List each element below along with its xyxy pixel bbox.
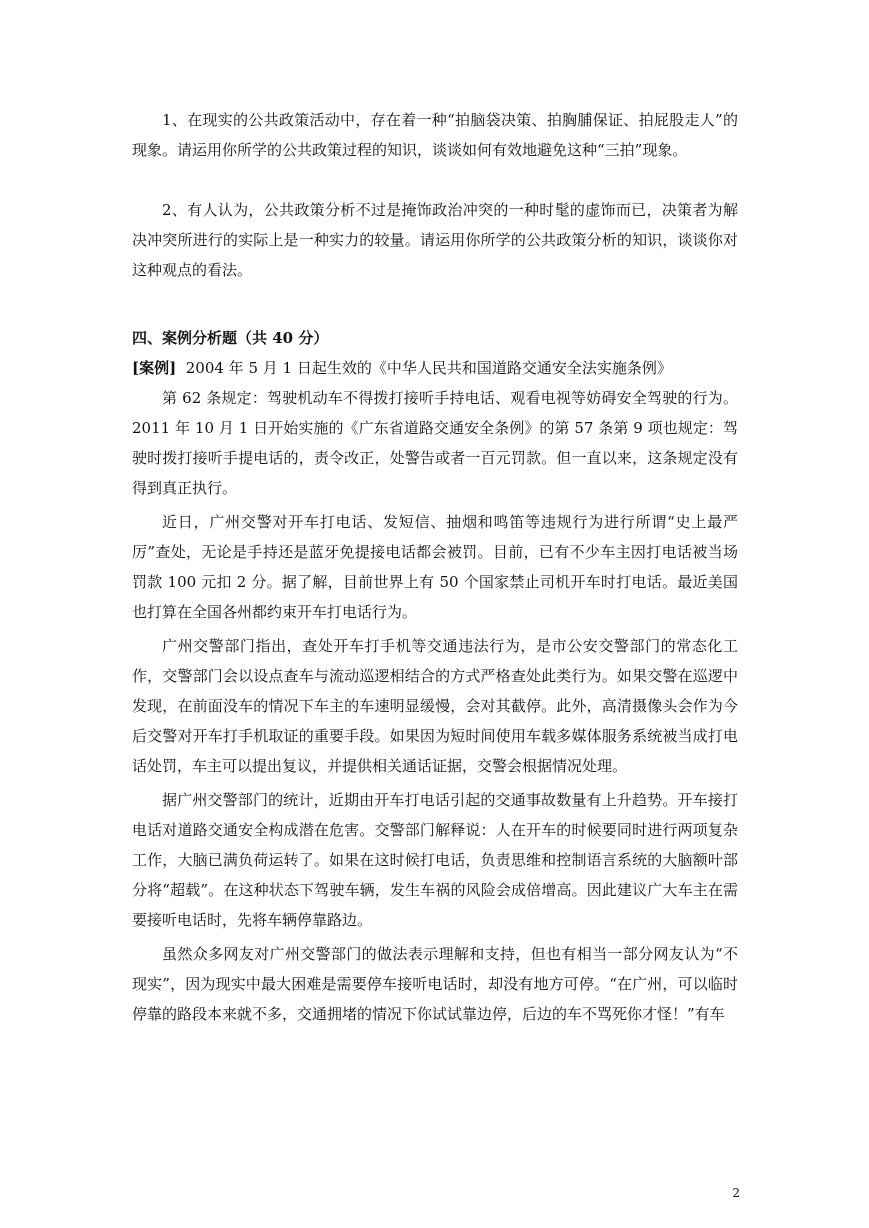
page-content: [132, 105, 738, 1029]
case-paragraph-5: 虽然众多网友对广州交警部门的做法表示理解和支持，但也有相当一部分网友认为“不现实”，因为现实中最大困难是需要停车接听电话时，却没有地方可停。“在广州，可以临时停靠的路段本来就不多，交通拥堵的情况下你试试靠边停，后边的车不骂死你才怪！”有车: [132, 945, 738, 1023]
case-paragraph-4: 据广州交警部门的统计，近期由开车打电话引起的交通事故数量有上升趋势。开车接打电话对道路交通安全构成潜在危害。交警部门解释说：人在开车的时候要同时进行两项复杂工作，大脑已满负荷运转了。如果在这时候打电话，负责思维和控制语言系统的大脑额叶部分将“超载”。在这种状态下驾驶车辆，发生车祸的风险会成倍增高。因此建议广大车主在需要接听电话时，先将车辆停靠路边。: [132, 791, 738, 929]
spacer: [132, 165, 738, 195]
spacer: [132, 315, 738, 323]
question-2: 2、有人认为，公共政策分析不过是掩饰政治冲突的一种时髦的虚饰而已，决策者为解决冲突所进行的实际上是一种实力的较量。请运用你所学的公共政策分析的知识，谈谈你对这种观点的看法。: [132, 201, 738, 279]
case-paragraph-2: 近日，广州交警对开车打电话、发短信、抽烟和鸣笛等违规行为进行所谓“史上最严厉”查处，无论是手持还是蓝牙免提接电话都会被罚。目前，已有不少车主因打电话被当场罚款 100 元扣 2 分。据了解，目前世界上有 50 个国家禁止司机开车时打电话。最近美国也打算在全国各州都约束开车打电话行为。: [132, 513, 738, 621]
question-1: 1、在现实的公共政策活动中，存在着一种“拍脑袋决策、拍胸脯保证、拍屁股走人”的现象。请运用你所学的公共政策过程的知识，谈谈如何有效地避免这种“三拍”现象。: [132, 111, 738, 159]
case-label: [案例]: [132, 359, 177, 377]
section-heading: 四、案例分析题（共 40 分）: [132, 329, 329, 347]
case-intro-line: [132, 353, 738, 383]
case-intro: 2004 年 5 月 1 日起生效的《中华人民共和国道路交通安全法实施条例》: [176, 359, 672, 377]
spacer: [132, 285, 738, 315]
case-paragraph-3: 广州交警部门指出，查处开车打手机等交通违法行为，是市公安交警部门的常态化工作，交警部门会以设点查车与流动巡逻相结合的方式严格查处此类行为。如果交警在巡逻中发现，在前面没车的情况下车主的车速明显缓慢，会对其截停。此外，高清摄像头会作为今后交警对开车打手机取证的重要手段。如果因为短时间使用车载多媒体服务系统被当成打电话处罚，车主可以提出复议，并提供相关通话证据，交警会根据情况处理。: [132, 637, 738, 775]
page-number: 2: [732, 1186, 740, 1200]
case-paragraph-1: 第 62 条规定：驾驶机动车不得拨打接听手持电话、观看电视等妨碍安全驾驶的行为。2011 年 10 月 1 日开始实施的《广东省道路交通安全条例》的第 57 条第 9 项也规定：驾驶时拨打接听手提电话的，责令改正，处警告或者一百元罚款。但一直以来，这条规定没有得到真正执行。: [132, 389, 738, 497]
